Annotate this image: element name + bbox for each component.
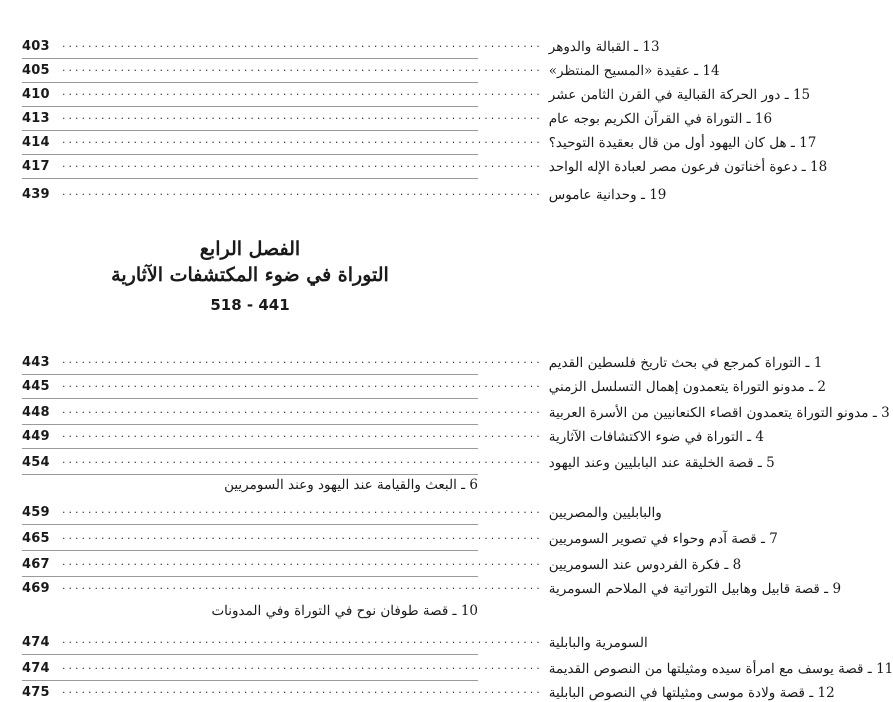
page-number: 417 <box>22 159 50 174</box>
toc-entry <box>22 450 775 472</box>
entry-title: 9 ـ قصة قابيل وهابيل التوراتية في الملاحم السومرية <box>548 581 842 597</box>
page-number: 405 <box>22 63 50 78</box>
entry-title: 3 ـ مدونو التوراة يتعمدون اقصاء الكنعانيين من الأسرة العربية <box>548 405 890 421</box>
row-divider <box>22 178 478 179</box>
dot-leader: .......................................................................... <box>62 37 543 50</box>
row-divider <box>22 524 478 525</box>
page-number: 443 <box>22 355 50 370</box>
toc-entry <box>22 400 890 422</box>
toc-entry-continuation <box>22 630 648 652</box>
toc-entry-continuation <box>22 500 662 522</box>
dot-leader: .......................................................................... <box>62 633 543 646</box>
entry-title: 13 ـ القبالة والدوهر <box>548 39 660 55</box>
toc-entry <box>22 680 835 702</box>
page-number: 448 <box>22 405 50 420</box>
dot-leader: .......................................................................... <box>62 157 543 170</box>
row-divider <box>22 474 478 475</box>
dot-leader: .......................................................................... <box>62 185 543 198</box>
dot-leader: .......................................................................... <box>62 353 543 366</box>
toc-entry <box>22 656 893 678</box>
dot-leader: .......................................................................... <box>62 403 543 416</box>
entry-title: 16 ـ التوراة في القرآن الكريم بوجه عام <box>548 111 773 127</box>
row-divider <box>22 448 478 449</box>
page-number: 465 <box>22 531 50 546</box>
page-number: 475 <box>22 685 50 700</box>
page-number: 474 <box>22 661 50 676</box>
entry-title: 19 ـ وحدانية عاموس <box>548 187 667 203</box>
entry-title: 7 ـ قصة آدم وحواء في تصوير السومريين <box>548 531 778 547</box>
page-number: 469 <box>22 581 50 596</box>
toc-entry <box>22 576 842 598</box>
row-divider <box>22 398 478 399</box>
dot-leader: .......................................................................... <box>62 61 543 74</box>
dot-leader: .......................................................................... <box>62 377 543 390</box>
toc-entry <box>22 154 828 176</box>
page-number: 410 <box>22 87 50 102</box>
dot-leader: .......................................................................... <box>62 579 543 592</box>
entry-title: والبابليين والمصريين <box>548 505 662 521</box>
page-number: 413 <box>22 111 50 126</box>
page-number: 445 <box>22 379 50 394</box>
entry-title: 15 ـ دور الحركة القبالية في القرن الثامن عشر <box>548 87 811 103</box>
toc-entry <box>22 374 827 396</box>
page-number: 403 <box>22 39 50 54</box>
toc-entry <box>22 182 667 204</box>
entry-title: السومرية والبابلية <box>548 635 648 651</box>
entry-title: 18 ـ دعوة أخناتون فرعون مصر لعبادة الإله الواحد <box>548 159 828 175</box>
chapter-title: التوراة في ضوء المكتشفات الآثارية <box>111 264 389 286</box>
entry-title: 1 ـ التوراة كمرجع في بحث تاريخ فلسطين القديم <box>548 355 823 371</box>
entry-title: 14 ـ عقيدة «المسيح المنتظر» <box>548 63 720 79</box>
entry-title: 5 ـ قصة الخليقة عند البابليين وعند اليهود <box>548 455 775 471</box>
page-number: 474 <box>22 635 50 650</box>
toc-entry <box>22 552 742 574</box>
toc-entry <box>22 130 817 152</box>
toc-entry-first-line: 10 ـ قصة طوفان نوح في التوراة وفي المدونات <box>211 603 478 619</box>
entry-title: 2 ـ مدونو التوراة يتعمدون إهمال التسلسل الزمني <box>548 379 827 395</box>
dot-leader: .......................................................................... <box>62 659 543 672</box>
toc-entry <box>22 82 811 104</box>
dot-leader: .......................................................................... <box>62 133 543 146</box>
page-number: 414 <box>22 135 50 150</box>
toc-entry <box>22 526 778 548</box>
dot-leader: .......................................................................... <box>62 683 543 696</box>
page-number: 467 <box>22 557 50 572</box>
entry-title: 17 ـ هل كان اليهود أول من قال بعقيدة التوحيد؟ <box>548 135 817 151</box>
page-number: 439 <box>22 187 50 202</box>
dot-leader: .......................................................................... <box>62 503 543 516</box>
toc-entry <box>22 350 823 372</box>
entry-title: 11 ـ قصة يوسف مع امرأة سيده ومثيلتها من النصوص القديمة <box>548 661 893 677</box>
entry-title: 4 ـ التوراة في ضوء الاكتشافات الآثارية <box>548 429 765 445</box>
dot-leader: .......................................................................... <box>62 109 543 122</box>
entry-title: 8 ـ فكرة الفردوس عند السومريين <box>548 557 742 573</box>
toc-entry <box>22 34 660 56</box>
entry-title: 12 ـ قصة ولادة موسى ومثيلتها في النصوص البابلية <box>548 685 835 701</box>
dot-leader: .......................................................................... <box>62 85 543 98</box>
page-number: 454 <box>22 455 50 470</box>
dot-leader: .......................................................................... <box>62 529 543 542</box>
toc-entry <box>22 106 773 128</box>
page-number: 459 <box>22 505 50 520</box>
toc-entry-first-line: 6 ـ البعث والقيامة عند اليهود وعند السومريين <box>224 477 478 493</box>
dot-leader: .......................................................................... <box>62 427 543 440</box>
row-divider <box>22 550 478 551</box>
toc-entry <box>22 424 765 446</box>
toc-entry <box>22 58 720 80</box>
chapter-label: الفصل الرابع <box>199 238 301 260</box>
dot-leader: .......................................................................... <box>62 453 543 466</box>
page-number: 449 <box>22 429 50 444</box>
row-divider <box>22 654 478 655</box>
dot-leader: .......................................................................... <box>62 555 543 568</box>
chapter-page-range: 518 - 441 <box>210 296 290 314</box>
